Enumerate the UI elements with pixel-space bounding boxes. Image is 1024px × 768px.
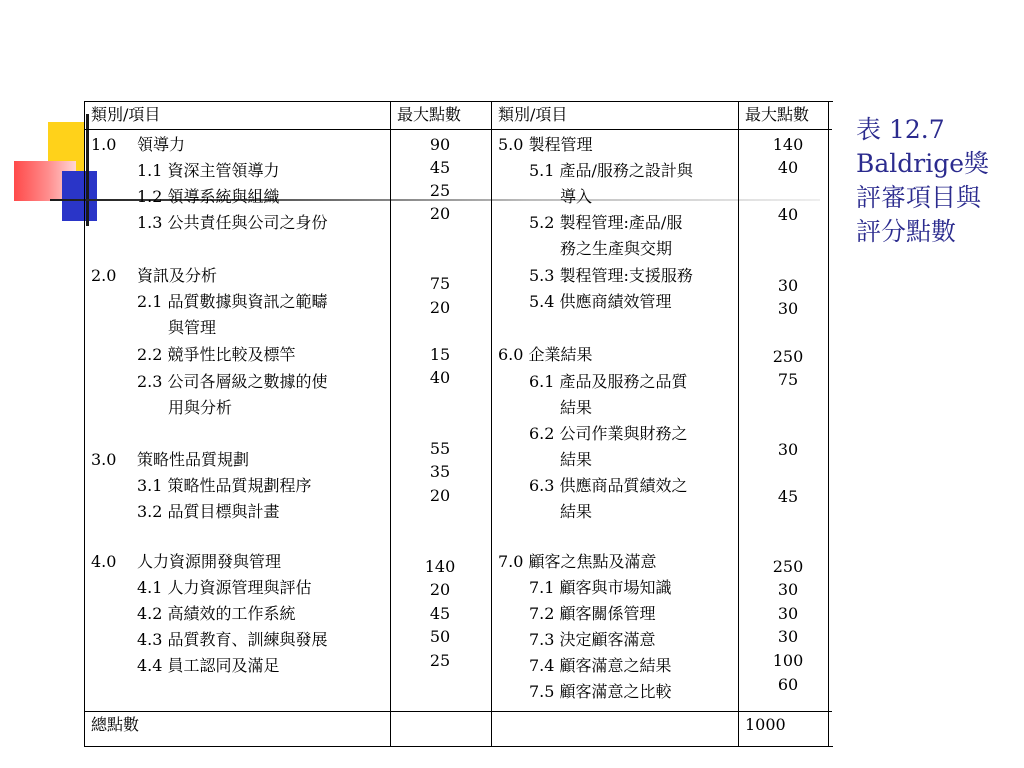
header-points-right: 最大點數: [745, 105, 810, 124]
category-title: 資訊及分析: [137, 266, 218, 285]
list-item-continuation: 務之生產與交期: [560, 239, 673, 258]
points-value: 75: [777, 370, 799, 389]
points-value: 30: [777, 276, 799, 295]
points-value: 50: [429, 627, 451, 646]
points-value: 140: [424, 557, 456, 576]
list-item: 6.2 公司作業與財務之: [529, 424, 688, 443]
list-item-continuation: 用與分析: [168, 398, 233, 417]
list-item: 7.2 顧客關係管理: [529, 604, 656, 623]
points-value: 40: [777, 158, 799, 177]
caption-line: 評審項目與: [856, 183, 982, 212]
list-item: 4.3 品質教育、訓練與發展: [137, 630, 328, 649]
table-column-divider: [491, 101, 492, 746]
points-value: 45: [429, 604, 451, 623]
list-item: 5.3 製程管理:支援服務: [529, 266, 693, 285]
points-value: 30: [777, 627, 799, 646]
list-item: 2.1 品質數據與資訊之範疇: [137, 292, 328, 311]
list-item: 4.2 高績效的工作系統: [137, 604, 296, 623]
category-title: 7.0 顧客之焦點及滿意: [498, 552, 657, 571]
list-item-continuation: 導入: [560, 187, 593, 206]
list-item: 7.5 顧客滿意之比較: [529, 682, 672, 701]
list-item: 3.2 品質目標與計畫: [137, 502, 280, 521]
points-value: 30: [777, 604, 799, 623]
category-title: 6.0 企業結果: [498, 345, 593, 364]
list-item: 7.4 顧客滿意之結果: [529, 656, 672, 675]
list-item: 7.1 顧客與市場知識: [529, 578, 672, 597]
points-value: 140: [772, 135, 804, 154]
points-value: 100: [772, 651, 804, 670]
points-value: 60: [777, 675, 799, 694]
points-value: 20: [429, 298, 451, 317]
category-title: 領導力: [137, 135, 186, 154]
table-footer-divider: [84, 711, 832, 712]
list-item: 1.1 資深主管領導力: [137, 161, 280, 180]
points-value: 250: [772, 347, 804, 366]
list-item: 2.2 競爭性比較及標竿: [137, 345, 296, 364]
caption-line: Baldrige獎: [856, 149, 990, 178]
list-item: 4.1 人力資源管理與評估: [137, 578, 312, 597]
list-item-continuation: 與管理: [168, 318, 217, 337]
points-value: 40: [777, 205, 799, 224]
category-title: 人力資源開發與管理: [137, 552, 282, 571]
points-value: 30: [777, 299, 799, 318]
table-header-divider: [84, 129, 832, 130]
caption-line: 評分點數: [856, 217, 957, 246]
list-item-continuation: 結果: [560, 450, 593, 469]
points-value: 40: [429, 368, 451, 387]
category-number: 1.0: [91, 135, 117, 154]
points-value: 20: [429, 204, 451, 223]
points-value: 75: [429, 274, 451, 293]
points-value: 45: [777, 487, 799, 506]
list-item: 5.4 供應商績效管理: [529, 292, 672, 311]
category-number: 3.0: [91, 450, 117, 469]
header-category-left: 類別/項目: [91, 105, 161, 124]
list-item: 4.4 員工認同及滿足: [137, 656, 280, 675]
points-value: 90: [429, 135, 451, 154]
category-title: 策略性品質規劃: [137, 450, 250, 469]
list-item: 6.3 供應商品質績效之: [529, 476, 688, 495]
points-value: 250: [772, 557, 804, 576]
points-value: 45: [429, 158, 451, 177]
caption-line: 表 12.7: [856, 115, 945, 144]
header-points-left: 最大點數: [397, 105, 462, 124]
list-item: 6.1 產品及服務之品質: [529, 372, 688, 391]
list-item: 5.2 製程管理:產品/服: [529, 213, 683, 232]
category-number: 4.0: [91, 552, 117, 571]
category-number: 2.0: [91, 266, 117, 285]
list-item-continuation: 結果: [560, 398, 593, 417]
points-value: 20: [429, 580, 451, 599]
list-item: 3.1 策略性品質規劃程序: [137, 476, 312, 495]
slide-caption: [856, 113, 1024, 249]
total-label: 總點數: [91, 715, 140, 734]
points-value: 30: [777, 440, 799, 459]
list-item: 1.2 領導系統與組織: [137, 187, 280, 206]
list-item: 2.3 公司各層級之數據的使: [137, 372, 328, 391]
points-value: 25: [429, 651, 451, 670]
points-value: 30: [777, 580, 799, 599]
points-value: 25: [429, 181, 451, 200]
points-value: 35: [429, 462, 451, 481]
category-title: 5.0 製程管理: [498, 135, 593, 154]
list-item: 1.3 公共責任與公司之身份: [137, 213, 328, 232]
points-value: 15: [429, 345, 451, 364]
list-item: 5.1 產品/服務之設計與: [529, 161, 693, 180]
list-item-continuation: 結果: [560, 502, 593, 521]
list-item: 7.3 決定顧客滿意: [529, 630, 656, 649]
points-value: 55: [429, 439, 451, 458]
total-value: 1000: [745, 715, 786, 734]
points-value: 20: [429, 486, 451, 505]
header-category-right: 類別/項目: [498, 105, 568, 124]
